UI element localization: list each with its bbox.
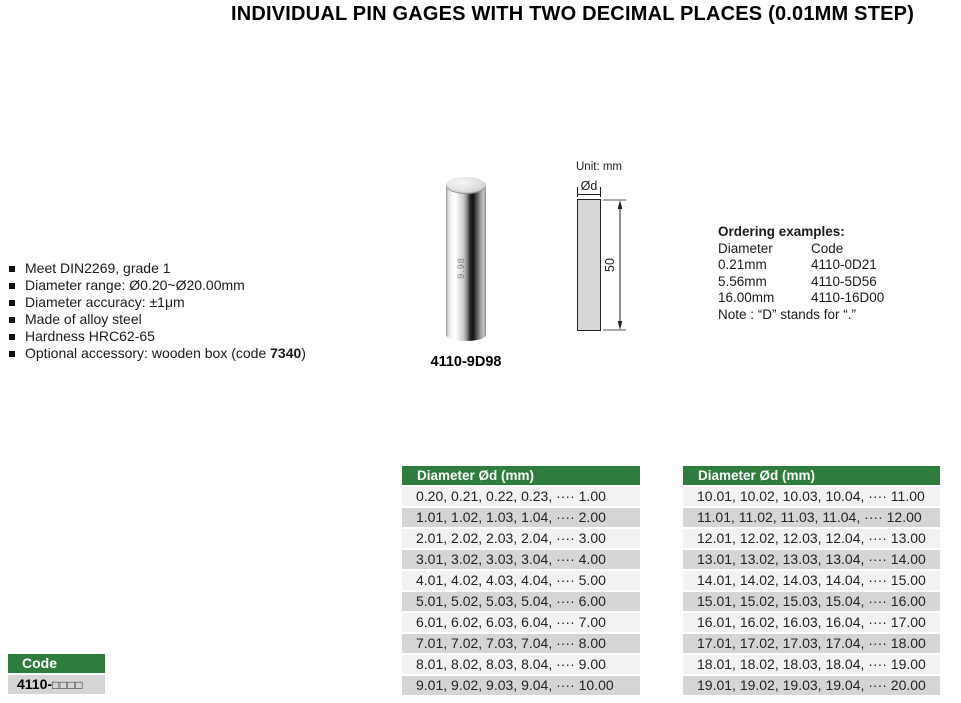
bullet-square-icon [9, 334, 15, 340]
table-row: 16.01, 16.02, 16.03, 16.04, ···· 17.00 [683, 613, 940, 632]
ordering-diameter: 16.00mm [718, 290, 775, 305]
dimension-drawing [560, 156, 640, 342]
table-header: Diameter Ød (mm) [402, 466, 640, 485]
ordering-heading: Ordering examples: [718, 224, 845, 239]
feature-text: ) [301, 345, 306, 361]
accessory-code: 7340 [270, 345, 302, 361]
ordering-code: 4110-16D00 [811, 290, 885, 305]
feature-item [8, 294, 306, 311]
pin-profile-rect [578, 200, 601, 331]
pin-top-face [446, 177, 486, 194]
product-code-label: 4110-9D98 [430, 354, 502, 370]
arrow-up-icon [618, 200, 623, 209]
code-box-header: Code [8, 654, 105, 673]
page-title: INDIVIDUAL PIN GAGES WITH TWO DECIMAL PLACES (0.01MM STEP) [230, 3, 915, 25]
feature-text: Made of alloy steel [25, 311, 142, 327]
feature-text: Hardness HRC62-65 [25, 328, 155, 344]
feature-text: Diameter accuracy: ±1μm [25, 294, 185, 310]
code-box [8, 654, 105, 694]
length-dim-label: 50 [603, 258, 617, 272]
features-list [8, 260, 306, 362]
pin-engraving: 9.98 [455, 257, 466, 279]
ordering-row [718, 290, 884, 307]
feature-item [8, 311, 306, 328]
bullet-square-icon [9, 300, 15, 306]
bullet-square-icon [9, 266, 15, 272]
ordering-diameter: 5.56mm [718, 273, 767, 289]
table-row: 10.01, 10.02, 10.03, 10.04, ···· 11.00 [683, 487, 940, 506]
pin-body [446, 185, 486, 341]
ordering-col-diameter: Diameter [718, 240, 773, 256]
product-photo [446, 177, 486, 341]
table-row: 3.01, 3.02, 3.03, 3.04, ···· 4.00 [402, 550, 640, 569]
diameter-table-2 [683, 466, 940, 697]
code-prefix: 4110- [17, 676, 53, 692]
ordering-diameter: 0.21mm [718, 257, 767, 272]
table-row: 5.01, 5.02, 5.03, 5.04, ···· 6.00 [402, 592, 640, 611]
table-row: 11.01, 11.02, 11.03, 11.04, ···· 12.00 [683, 508, 940, 527]
feature-text: Meet DIN2269, grade 1 [25, 260, 171, 276]
feature-item [8, 328, 306, 345]
arrow-down-icon [618, 321, 623, 330]
ordering-row [718, 257, 884, 274]
table-row: 2.01, 2.02, 2.03, 2.04, ···· 3.00 [402, 529, 640, 548]
bullet-square-icon [9, 317, 15, 323]
table-row: 7.01, 7.02, 7.03, 7.04, ···· 8.00 [402, 634, 640, 653]
ordering-code: 4110-0D21 [811, 257, 877, 272]
ordering-row [718, 274, 884, 291]
table-row: 14.01, 14.02, 14.03, 14.04, ···· 15.00 [683, 571, 940, 590]
table-row: 15.01, 15.02, 15.03, 15.04, ···· 16.00 [683, 592, 940, 611]
code-placeholder-squares: □□□□ [52, 678, 84, 692]
table-row: 18.01, 18.02, 18.03, 18.04, ···· 19.00 [683, 655, 940, 674]
table-row: 4.01, 4.02, 4.03, 4.04, ···· 5.00 [402, 571, 640, 590]
diameter-dim-label: Ød [580, 179, 598, 193]
table-row: 8.01, 8.02, 8.03, 8.04, ···· 9.00 [402, 655, 640, 674]
unit-label: Unit: mm [576, 161, 622, 173]
table-row: 13.01, 13.02, 13.03, 13.04, ···· 14.00 [683, 550, 940, 569]
feature-item-accessory [8, 345, 306, 362]
feature-text: Diameter range: Ø0.20~Ø20.00mm [25, 277, 245, 293]
table-row: 17.01, 17.02, 17.03, 17.04, ···· 18.00 [683, 634, 940, 653]
code-box-value [8, 675, 105, 694]
table-row: 0.20, 0.21, 0.22, 0.23, ···· 1.00 [402, 487, 640, 506]
table-header: Diameter Ød (mm) [683, 466, 940, 485]
table-row: 19.01, 19.02, 19.03, 19.04, ···· 20.00 [683, 676, 940, 695]
bullet-square-icon [9, 351, 15, 357]
ordering-code: 4110-5D56 [811, 273, 877, 289]
diameter-table-1 [402, 466, 640, 697]
table-row: 12.01, 12.02, 12.03, 12.04, ···· 13.00 [683, 529, 940, 548]
table-row: 1.01, 1.02, 1.03, 1.04, ···· 2.00 [402, 508, 640, 527]
bullet-square-icon [9, 283, 15, 289]
ordering-note: Note : “D” stands for “.” [718, 306, 857, 322]
ordering-header-row [718, 241, 884, 258]
feature-item [8, 277, 306, 294]
ordering-col-code: Code [811, 240, 844, 256]
feature-text: Optional accessory: wooden box (code [25, 345, 271, 361]
table-row: 9.01, 9.02, 9.03, 9.04, ···· 10.00 [402, 676, 640, 695]
ordering-examples [718, 224, 884, 323]
feature-item [8, 260, 306, 277]
table-row: 6.01, 6.02, 6.03, 6.04, ···· 7.00 [402, 613, 640, 632]
